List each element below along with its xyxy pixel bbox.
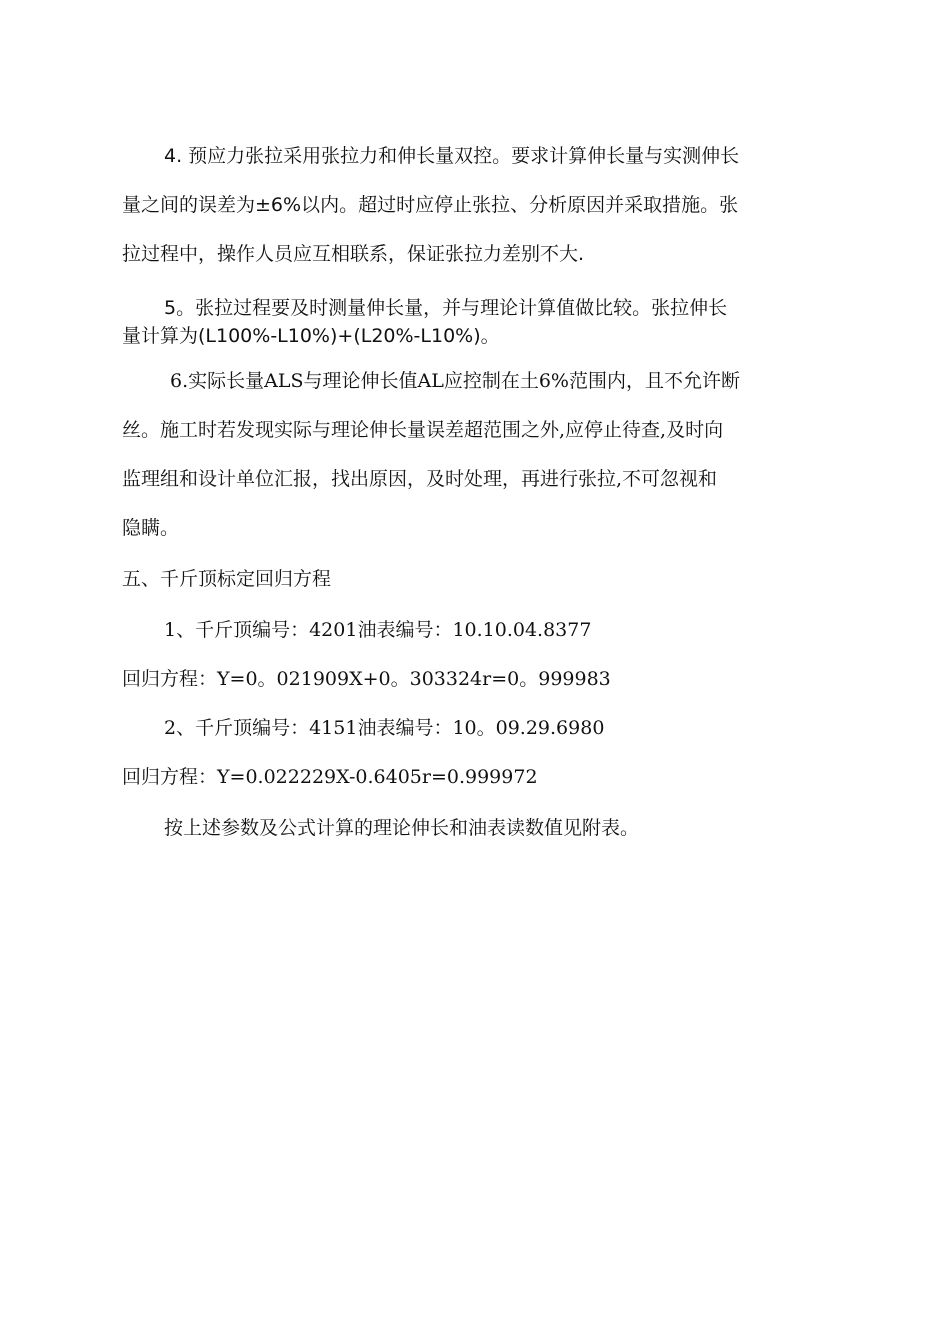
item4-line1: 4. 预应力张拉采用张拉力和伸长量双控。要求计算伸长量与实测伸长 [164,145,740,167]
closing-paragraph: 按上述参数及公式计算的理论伸长和油表读数值见附表。 [164,817,640,839]
jack1-equation: 回归方程：Y=0。021909X+0。303324r=0。999983 [122,668,611,690]
item4-line2: 量之间的误差为±6%以内。超过时应停止张拉、分析原因并采取措施。张 [122,194,739,216]
jack1-info: 1、千斤顶编号：4201油表编号：10.10.04.8377 [164,619,592,641]
section5-heading: 五、千斤顶标定回归方程 [122,568,332,590]
jack2-equation: 回归方程：Y=0.022229X-0.6405r=0.999972 [122,766,538,788]
item6-line4: 隐瞒。 [122,517,180,539]
item6-line2: 丝。施工时若发现实际与理论伸长量误差超范围之外,应停止待查,及时向 [122,419,724,441]
item6-line1: 6.实际长量ALS与理论伸长值AL应控制在土6%范围内，且不允许断 [170,370,740,392]
item4-line3: 拉过程中，操作人员应互相联系，保证张拉力差别不大. [122,243,585,265]
item5-line1: 5。张拉过程要及时测量伸长量，并与理论计算值做比较。张拉伸长 [164,297,728,319]
item5-line2: 量计算为(L100%-L10%)+(L20%-L10%)。 [122,325,500,347]
item6-line3: 监理组和设计单位汇报，找出原因，及时处理，再进行张拉,不可忽视和 [122,468,718,490]
jack2-info: 2、千斤顶编号：4151油表编号：10。09.29.6980 [164,717,605,739]
